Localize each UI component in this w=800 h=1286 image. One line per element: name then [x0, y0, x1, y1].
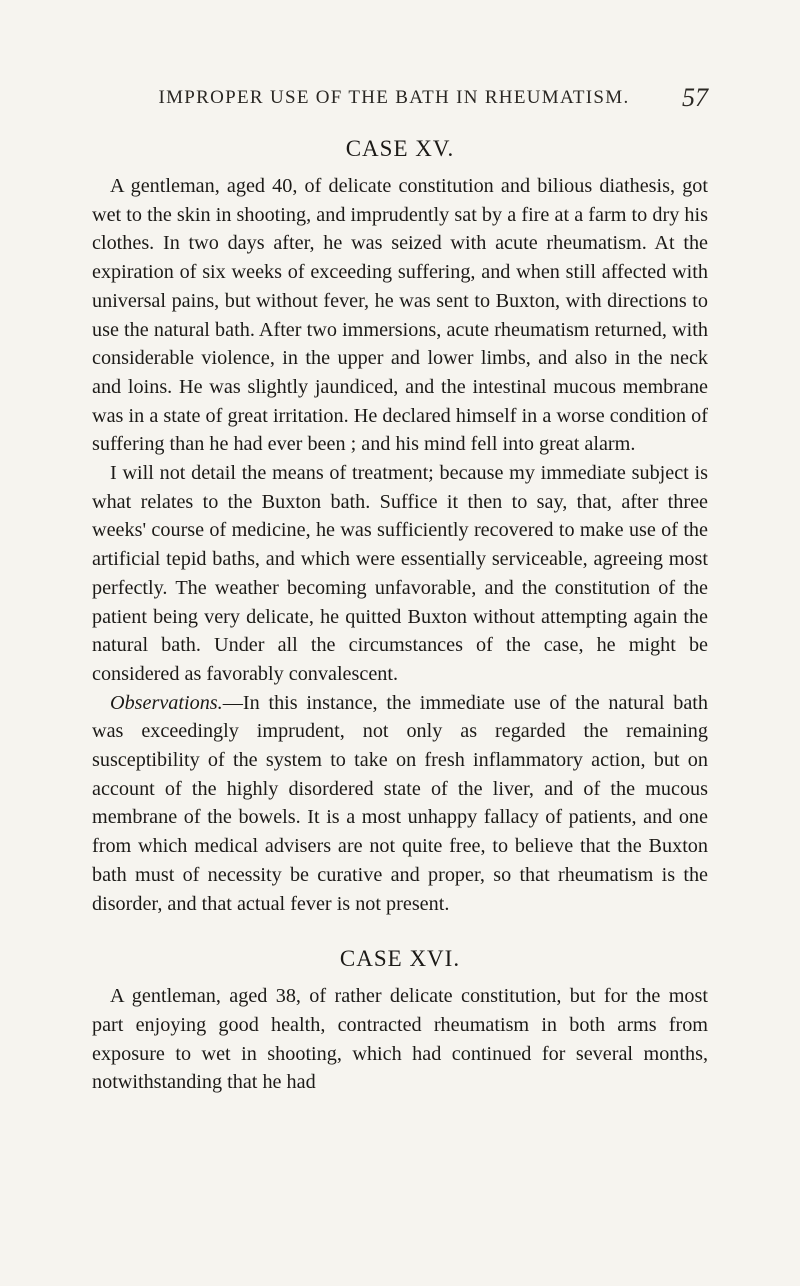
page-number: 57: [682, 83, 708, 112]
case-xv-observations: [92, 689, 708, 919]
case-xv-paragraph-2: I will not detail the means of treatment; because my immediate subject is what relates to the Buxton bath. Suffice it then to say, that, after three weeks' course of medicine, he was sufficiently recovered to make use of the artificial tepid baths, and which were essentially serviceable, agreeing most perfectly. The weather becoming unfavorable, and the constitution of the patient being very delicate, he quitted Buxton without attempting again the natural bath. Under all the circumstances of the case, he might be considered as favorably convalescent.: [92, 462, 708, 685]
case-xv-heading: CASE XV.: [345, 136, 455, 161]
case-xv-paragraph-1: A gentleman, aged 40, of delicate constitution and bilious diathesis, got wet to the skin in shooting, and imprudently sat by a fire at a farm to dry his clothes. In two days after, he was seized with acute rheumatism. At the expiration of six weeks of exceeding suffering, and when still affected with universal pains, but without fever, he was sent to Buxton, with directions to use the natural bath. After two immersions, acute rheumatism returned, with considerable violence, in the upper and lower limbs, and also in the neck and loins. He was slightly jaundiced, and the intestinal mucous membrane was in a state of great irritation. He declared himself in a worse condition of suffering than he had ever been ; and his mind fell into great alarm.: [92, 175, 708, 456]
running-head-title: IMPROPER USE OF THE BATH IN RHEUMATISM.: [158, 87, 630, 108]
case-xvi-heading: CASE XVI.: [339, 946, 461, 972]
running-head: [92, 78, 708, 118]
case-xvi-paragraph-1: A gentleman, aged 38, of rather delicate constitution, but for the most part enjoying good health, contracted rheumatism in both arms from exposure to wet in shooting, which had continued for several months, notwithstanding that he had: [92, 985, 708, 1094]
observations-label: Observations.: [110, 691, 223, 714]
observations-text: —In this instance, the immediate use of the natural bath was exceedingly imprudent, not only as regarded the remaining susceptibility of the system to take on fresh inflammatory action, but on account of the highly disordered state of the liver, and of the mucous membrane of the bowels. It is a most unhappy fallacy of patients, and one from which medical advisers are not quite free, to believe that the Buxton bath must of necessity be curative and proper, so that rheumatism is the disorder, and that actual fever is not present.: [92, 691, 708, 915]
